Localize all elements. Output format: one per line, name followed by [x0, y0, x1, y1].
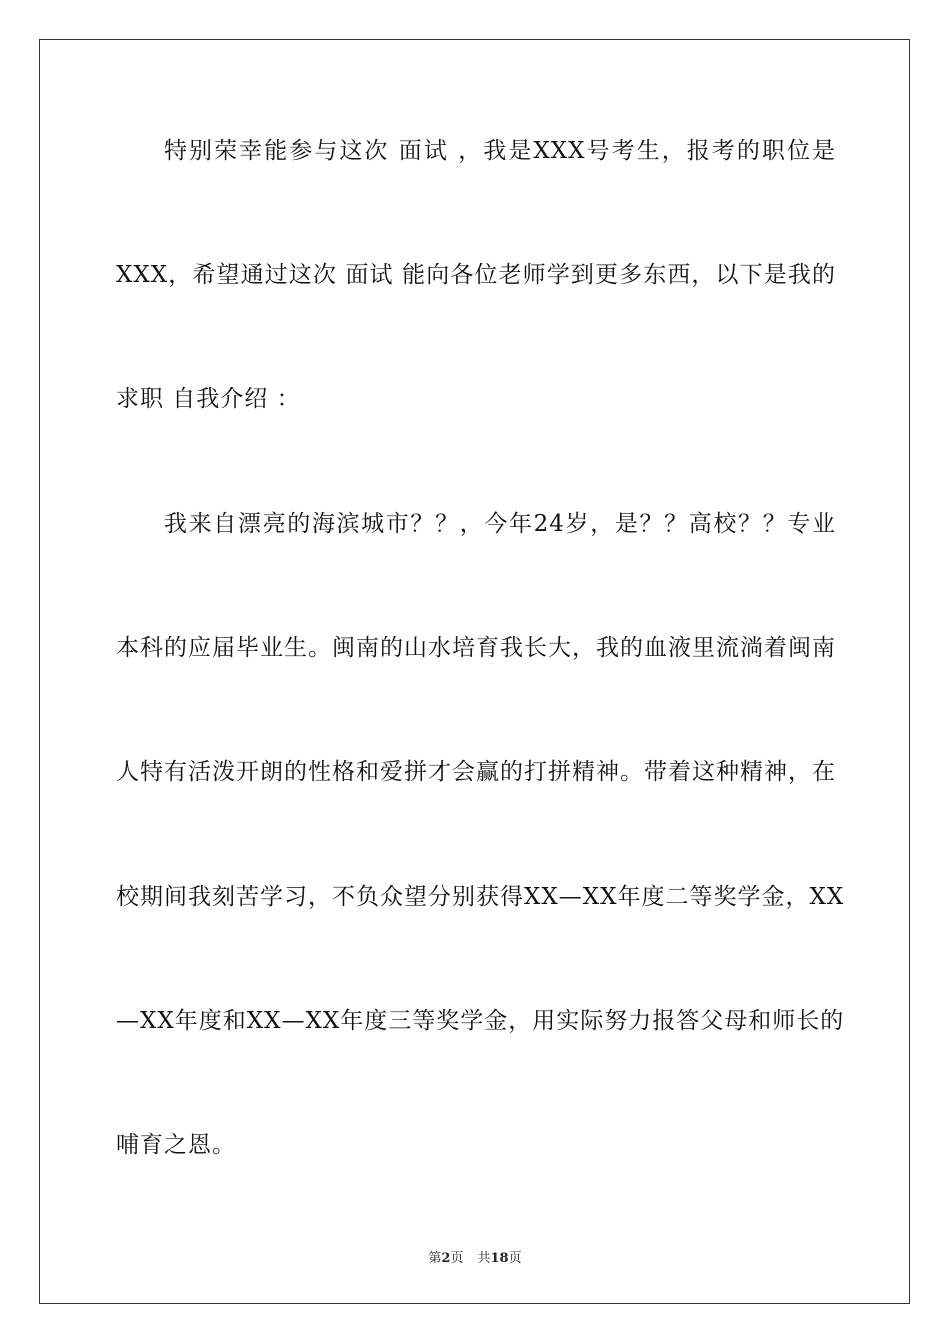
- paragraph-1-line-2: XXX，希望通过这次 面试 能向各位老师学到更多东西，以下是我的: [116, 262, 836, 288]
- paragraph-1-line-1: 特别荣幸能参与这次 面试 ，我是XXX号考生，报考的职位是: [164, 138, 836, 164]
- page-border: [39, 39, 910, 1304]
- page-footer: [0, 1247, 950, 1266]
- footer-total-prefix: 共: [477, 1251, 491, 1266]
- paragraph-2-line-2: 本科的应届毕业生。闽南的山水培育我长大，我的血液里流淌着闽南: [116, 635, 836, 661]
- footer-total-pages: 18: [490, 1251, 509, 1266]
- footer-total-suffix: 页: [508, 1251, 522, 1266]
- paragraph-2-line-1: 我来自漂亮的海滨城市？？，今年24岁，是？？高校？？专业: [164, 511, 836, 537]
- paragraph-2-line-5: —XX年度和XX—XX年度三等奖学金，用实际努力报答父母和师长的: [116, 1008, 845, 1034]
- paragraph-2-line-4: 校期间我刻苦学习，不负众望分别获得XX—XX年度二等奖学金，XX: [116, 884, 845, 910]
- footer-page-suffix: 页: [450, 1251, 464, 1266]
- paragraph-1-line-3: 求职 自我介绍 ：: [116, 386, 301, 412]
- paragraph-2-line-6: 哺育之恩。: [116, 1132, 236, 1158]
- footer-page-prefix: 第: [428, 1251, 442, 1266]
- paragraph-2-line-3: 人特有活泼开朗的性格和爱拼才会赢的打拼精神。带着这种精神，在: [116, 759, 836, 785]
- footer-page-number: 2: [441, 1251, 451, 1266]
